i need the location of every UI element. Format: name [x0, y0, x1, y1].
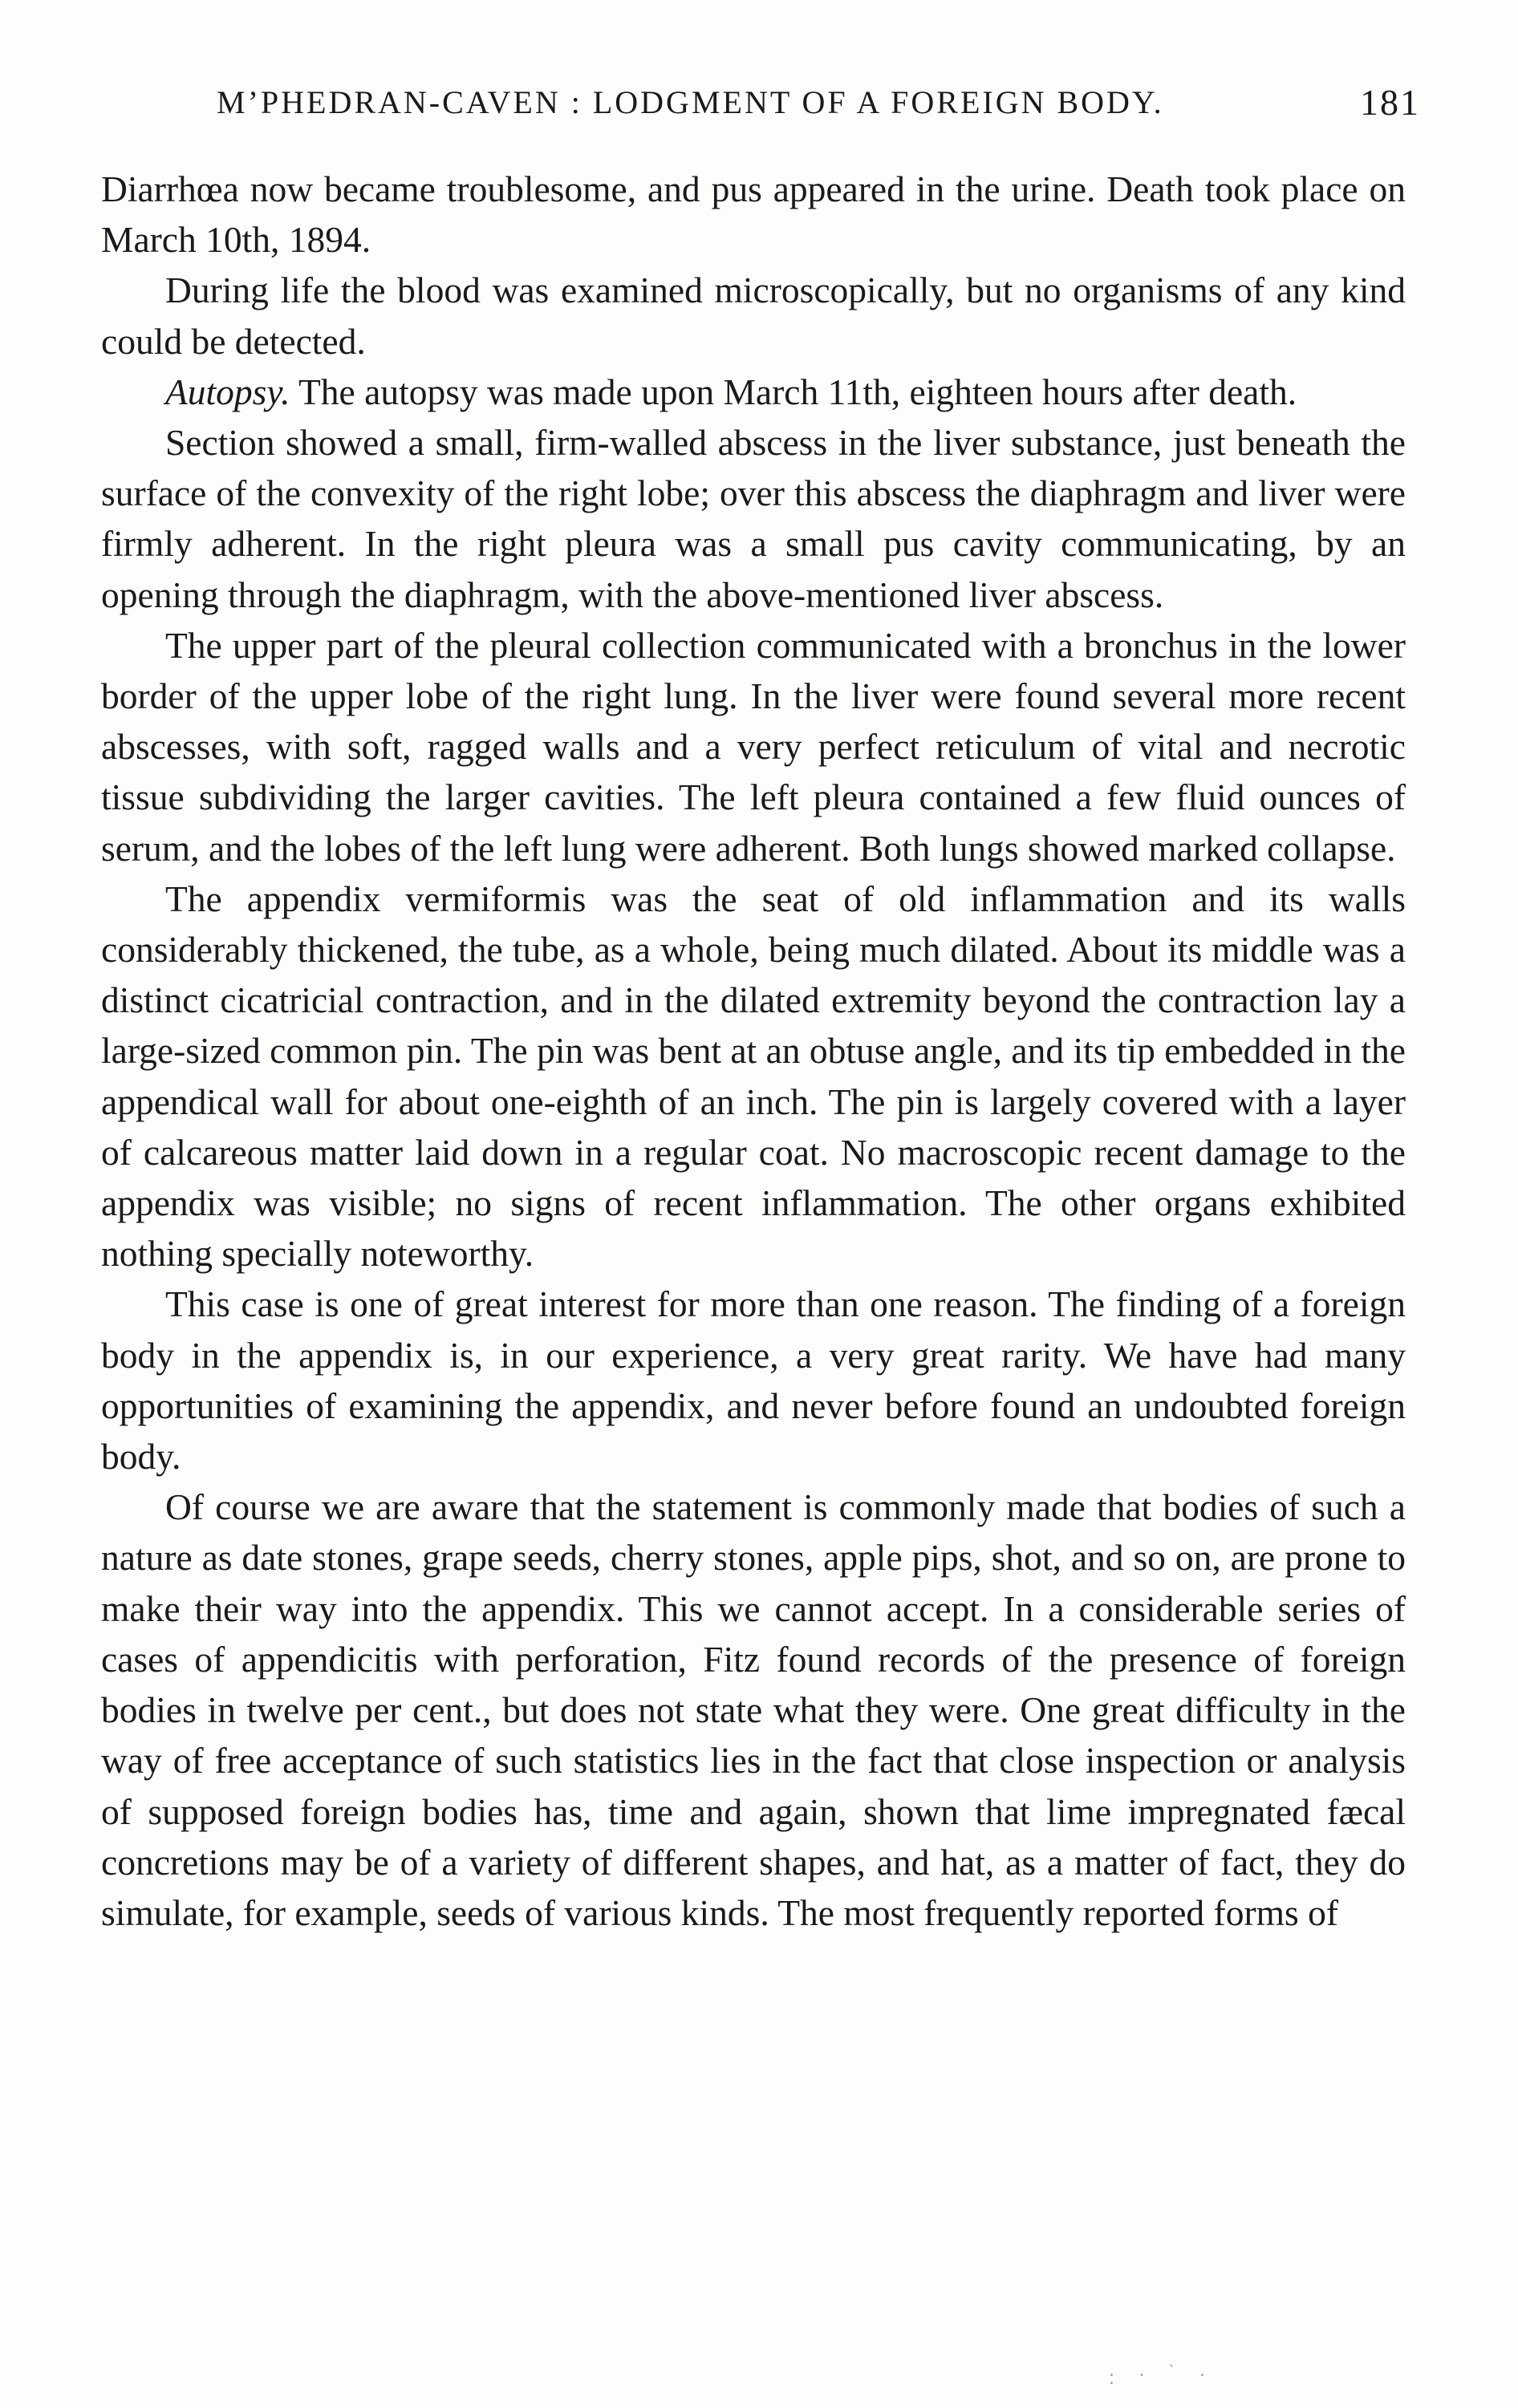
- running-title: M’PHEDRAN-CAVEN : LODGMENT OF A FOREIGN BODY.: [217, 84, 1164, 120]
- body-text: [101, 164, 1406, 1938]
- paragraph: The appendix vermiformis was the seat of old inflammation and its walls considerably thickened, the tube, as a whole, being much dilated. About its middle was a distinct cicatricial contraction, and in the dilated extremity beyond the contraction lay a large-sized common pin. The pin was bent at an obtuse angle, and its tip embedded in the appendical wall for about one-eighth of an inch. The pin is largely covered with a layer of calcareous matter laid down in a regular coat. No macroscopic recent damage to the appendix was visible; no signs of recent inflammation. The other organs exhibited nothing specially noteworthy.: [101, 878, 1406, 1275]
- paragraph: This case is one of great interest for more than one reason. The finding of a foreign body in the appendix is, in our experience, a very great rarity. We have had many opportunities of examining the appendix, and never before found an undoubted foreign body.: [101, 1283, 1406, 1478]
- paragraph-text: The autopsy was made upon March 11th, eighteen hours after death.: [290, 371, 1297, 412]
- page-number: 181: [1360, 82, 1420, 123]
- paragraph: The upper part of the pleural collection communicated with a bronchus in the lower border of the upper lobe of the right lung. In the liver were found several more recent abscesses, with soft, ragged walls and a very perfect reticulum of vital and necrotic tissue subdividing the larger cavities. The left pleura contained a few fluid ounces of serum, and the lobes of the left lung were adherent. Both lungs showed marked collapse.: [101, 624, 1406, 869]
- paragraph: [101, 367, 1406, 417]
- paragraph: During life the blood was examined microscopically, but no organisms of any kind could be detected.: [101, 270, 1406, 362]
- section-label-autopsy: Autopsy.: [165, 371, 290, 412]
- running-head: [217, 79, 1420, 127]
- print-specks-decoration: . . ` . .: [1107, 2363, 1213, 2388]
- paragraph: Diarrhœa now became troublesome, and pus appeared in the urine. Death took place on March 10th, 1894.: [101, 168, 1406, 261]
- paragraph: Of course we are aware that the statement is commonly made that bodies of such a nature as date stones, grape seeds, cherry stones, apple pips, shot, and so on, are prone to make their way into the appendix. This we cannot accept. In a considerable series of cases of appendicitis with perforation, Fitz found records of the presence of foreign bodies in twelve per cent., but does not state what they were. One great difficulty in the way of free acceptance of such statistics lies in the fact that close inspection or analysis of supposed foreign bodies has, time and again, shown that lime impregnated fæcal concretions may be of a variety of different shapes, and hat, as a matter of fact, they do simulate, for example, seeds of various kinds. The most frequently reported forms of: [101, 1486, 1406, 1933]
- paragraph: Section showed a small, firm-walled abscess in the liver substance, just beneath the surface of the convexity of the right lobe; over this abscess the diaphragm and liver were firmly adherent. In the right pleura was a small pus cavity communicating, by an opening through the diaphragm, with the above-mentioned liver abscess.: [101, 422, 1406, 615]
